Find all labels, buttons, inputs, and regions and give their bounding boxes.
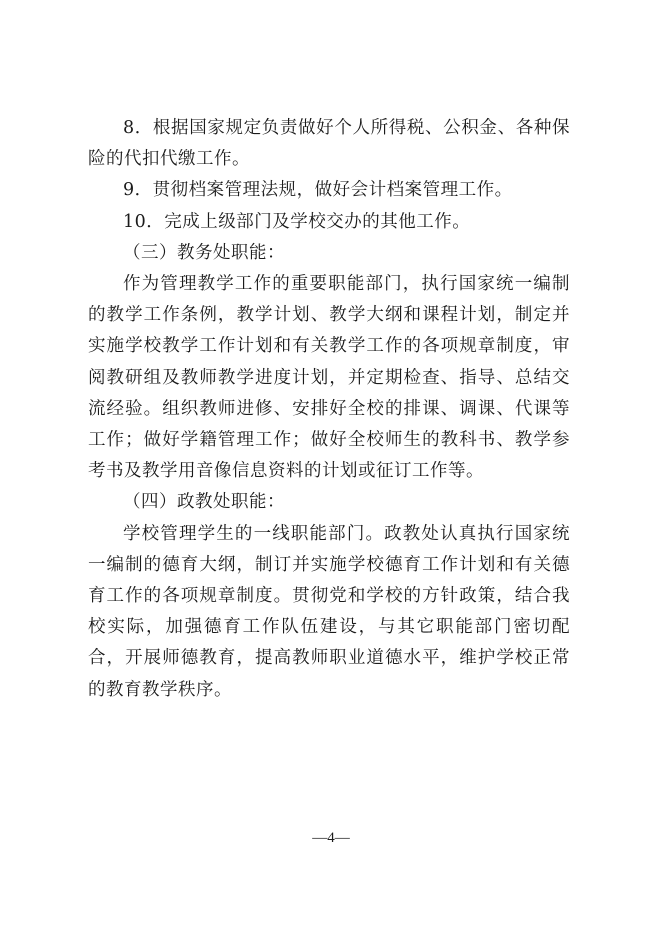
paragraph-item-10: 10．完成上级部门及学校交办的其他工作。: [123, 211, 471, 232]
page-number: —4—: [312, 830, 350, 846]
paragraph-item-9: 9．贯彻档案管理法规，做好会计档案管理工作。: [123, 180, 513, 201]
paragraph-academic-affairs: 作为管理教学工作的重要职能部门，执行国家统一编制的教学工作条例，教学计划、教学大纲和课程计划，制定并实施学校教学工作计划和有关教学工作的各项规章制度，审阅教研组及教师教学进度计划，并定期检查、指导、总结交流经验。组织教师进修、安排好全校的排课、调课、代课等工作；做好学籍管理工作；做好全校师生的教科书、教学参考书及教学用音像信息资料的计划或征订工作等。: [88, 274, 570, 482]
section-heading-political-education: （四）政教处职能：: [123, 492, 285, 513]
document-body: [88, 113, 570, 706]
section-heading-academic-affairs: （三）教务处职能：: [123, 242, 285, 263]
paragraph-political-education: 学校管理学生的一线职能部门。政教处认真执行国家统一编制的德育大纲，制订并实施学校德育工作计划和有关德育工作的各项规章制度。贯彻党和学校的方针政策，结合我校实际，加强德育工作队伍建设，与其它职能部门密切配合，开展师德教育，提高教师职业道德水平，维护学校正常的教育教学秩序。: [88, 523, 570, 700]
paragraph-item-8: 8．根据国家规定负责做好个人所得税、公积金、各种保险的代扣代缴工作。: [88, 118, 570, 170]
